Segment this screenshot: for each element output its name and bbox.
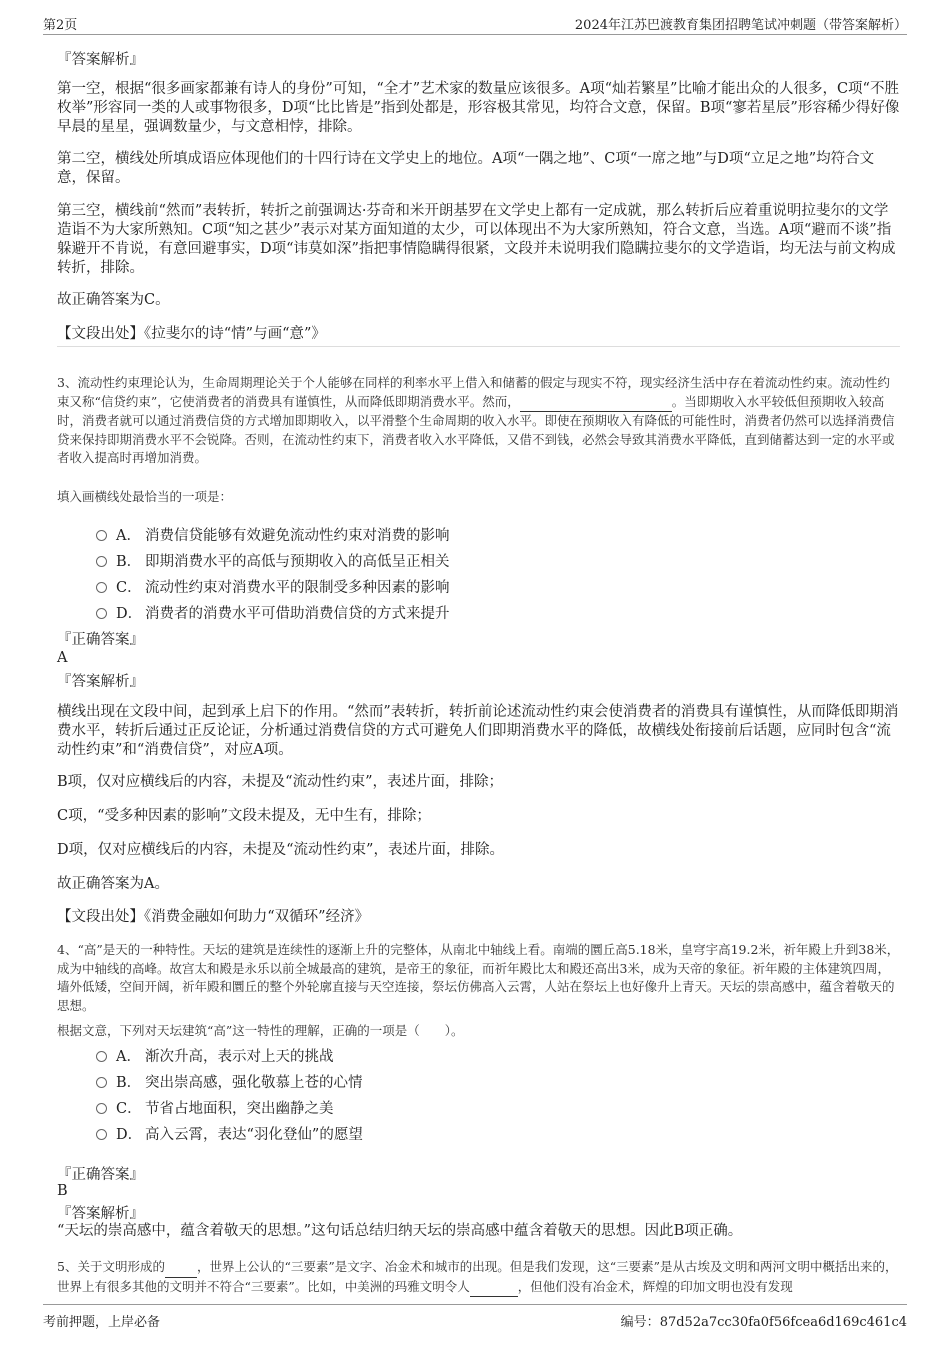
page-number: 第2页 <box>43 18 78 33</box>
q3-analysis-d: D项，仅对应横线后的内容，未提及“流动性约束”，表述片面，排除。 <box>57 842 504 858</box>
q4-analysis-label: 『答案解析』 <box>57 1206 144 1222</box>
q4-correct-label: 『正确答案』 <box>57 1167 144 1183</box>
q2-analysis-p1: 第一空，根据“很多画家都兼有诗人的身份”可知，“全才”艺术家的数量应该很多。A项“灿若繁星”比喻才能出众的人很多，C项“不胜枚举”形容同一类的人或事物很多，D项“比比皆是”指到处都是，形容极其常见，均符合文意，保留。B项“寥若星辰”形容稀少得好像早晨的星星，强调数量少，与文意相悖，排除。 <box>57 81 900 135</box>
q3-blank <box>520 393 672 413</box>
q3-stem <box>57 374 900 468</box>
q3-option-d[interactable]: D． 消费者的消费水平可借助消费信贷的方式来提升 <box>96 602 450 623</box>
q5-stem <box>57 1258 900 1297</box>
q5-stem-part3: ，但他们没有冶金术，辉煌的印加文明也没有发现 <box>517 1278 793 1294</box>
q3-option-c[interactable]: C． 流动性约束对消费水平的限制受多种因素的影响 <box>96 576 450 597</box>
q4-option-d[interactable]: D． 高入云霄，表达“羽化登仙”的愿望 <box>96 1123 363 1144</box>
q3-analysis-b: B项，仅对应横线后的内容，未提及“流动性约束”，表述片面，排除； <box>57 774 503 790</box>
q3-source: 【文段出处】《消费金融如何助力“双循环”经济》 <box>57 909 370 925</box>
q3-option-b[interactable]: B． 即期消费水平的高低与预期收入的高低呈正相关 <box>96 550 450 571</box>
q4-prompt: 根据文意，下列对天坛建筑“高”这一特性的理解，正确的一项是（ ）。 <box>57 1023 464 1038</box>
q2-analysis-label: 『答案解析』 <box>57 52 144 68</box>
q2-conclusion: 故正确答案为C。 <box>57 292 170 308</box>
q3-stem-part2: 。当即期收入水平较低但预期收入较高时，消费者就可以通过消费信贷的方式增加即期收入，以平滑整个生命周期的收入水平。即使在预期收入有降低的可能性时，消费者仍然可以选择消费信贷来保持即期消费水平不会锐降。否则，在流动性约束下，消费者收入水平降低，又借不到钱，必然会导致其消费水平降低，直到储蓄达到一定的水平或者收入提高时再增加消费。 <box>57 393 895 465</box>
serial-label: 编号： <box>620 1315 660 1330</box>
document-title: 2024年江苏巴渡教育集团招聘笔试冲刺题（带答案解析） <box>574 18 907 33</box>
page-footer <box>43 1304 907 1329</box>
radio-icon[interactable] <box>96 1129 107 1140</box>
radio-icon[interactable] <box>96 1077 107 1088</box>
radio-icon[interactable] <box>96 608 107 619</box>
q3-option-a[interactable]: A． 消费信贷能够有效避免流动性约束对消费的影响 <box>96 524 450 545</box>
radio-icon[interactable] <box>96 582 107 593</box>
q3-prompt: 填入画横线处最恰当的一项是： <box>57 489 233 504</box>
q4-option-c[interactable]: C． 节省占地面积，突出幽静之美 <box>96 1097 334 1118</box>
footer-serial <box>621 1311 907 1330</box>
q3-analysis-label: 『答案解析』 <box>57 674 144 690</box>
q5-blank-2 <box>470 1278 518 1298</box>
q3-conclusion: 故正确答案为A。 <box>57 876 169 892</box>
footer-slogan: 考前押题，上岸必备 <box>43 1315 161 1330</box>
q5-blank-1 <box>165 1258 197 1278</box>
q4-answer: B <box>57 1183 68 1199</box>
q3-analysis-c: C项，“受多种因素的影响”文段未提及，无中生有，排除； <box>57 808 431 824</box>
question-divider <box>57 346 900 347</box>
q4-analysis: “天坛的崇高感中，蕴含着敬天的思想。”这句话总结归纳天坛的崇高感中蕴含着敬天的思想。因此B项正确。 <box>57 1223 743 1239</box>
radio-icon[interactable] <box>96 530 107 541</box>
serial-number: 87d52a7cc30fa0f56fcea6d169c461c4 <box>659 1315 907 1330</box>
q2-source: 【文段出处】《拉斐尔的诗“情”与画“意”》 <box>57 326 326 342</box>
q5-stem-part1: 5、关于文明形成的 <box>57 1259 165 1274</box>
q4-option-a[interactable]: A． 渐次升高，表示对上天的挑战 <box>96 1045 334 1066</box>
q4-option-b[interactable]: B． 突出崇高感，强化敬慕上苍的心情 <box>96 1071 363 1092</box>
q5-stem-part2: ，世界上公认的“三要素”是文字、冶金术和城市的出现。但是我们发现，这“三要素”是从古埃及文明和两河文明中概括出来的，世界上有很多其他的文明并不符合“三要素”。比如，中美洲的玛雅文明令人 <box>57 1259 898 1294</box>
q3-analysis-p1: 横线出现在文段中间，起到承上启下的作用。“然而”表转折，转折前论述流动性约束会使消费者的消费具有谨慎性，从而降低即期消费水平，转折后通过正反论证，分析通过消费信贷的方式可避免人们即期消费水平的降低，故横线处衔接前后话题，应同时包含“流动性约束”和“消费信贷”，对应A项。 <box>57 704 899 758</box>
page-header <box>43 14 907 35</box>
q3-stem-part1: 3、流动性约束理论认为，生命周期理论关于个人能够在同样的利率水平上借入和储蓄的假定与现实不符，现实经济生活中存在着流动性约束。流动性约束又称“信贷约束”，它使消费者的消费具有谨慎性，从而降低即期消费水平。然而， <box>57 375 890 409</box>
q3-correct-label: 『正确答案』 <box>57 632 144 648</box>
radio-icon[interactable] <box>96 1051 107 1062</box>
q2-analysis-p3: 第三空，横线前“然而”表转折，转折之前强调达·芬奇和米开朗基罗在文学史上都有一定成就，那么转折后应着重说明拉斐尔的文学造诣不为大家所熟知。C项“知之甚少”表示对某方面知道的太少，可以体现出不为大家所熟知，符合文意，当选。A项“避而不谈”指躲避开不肯说，有意回避事实，D项“讳莫如深”指把事情隐瞒得很紧，文段并未说明我们隐瞒拉斐尔的文学造诣，均无法与前文构成转折，排除。 <box>57 203 896 276</box>
q3-answer: A <box>57 650 68 666</box>
radio-icon[interactable] <box>96 556 107 567</box>
q2-analysis-p2: 第二空，横线处所填成语应体现他们的十四行诗在文学史上的地位。A项“一隅之地”、C项“一席之地”与D项“立足之地”均符合文意，保留。 <box>57 151 875 186</box>
q4-stem: 4、“高”是天的一种特性。天坛的建筑是连续性的逐渐上升的完整体，从南北中轴线上看。南端的圜丘高5.18米，皇穹宇高19.2米，祈年殿上升到38米，成为中轴线的高峰。故宫太和殿是永乐以前全城最高的建筑，是帝王的象征，而祈年殿比太和殿还高出3米，成为天帝的象征。祈年殿的主体建筑四周，墙外低矮，空间开阔，祈年殿和圜丘的整个外轮廓直接与天空连接，祭坛仿佛高入云霄，人站在祭坛上也好像升上青天。天坛的崇高感中，蕴含着敬天的思想。 <box>57 942 900 1013</box>
radio-icon[interactable] <box>96 1103 107 1114</box>
